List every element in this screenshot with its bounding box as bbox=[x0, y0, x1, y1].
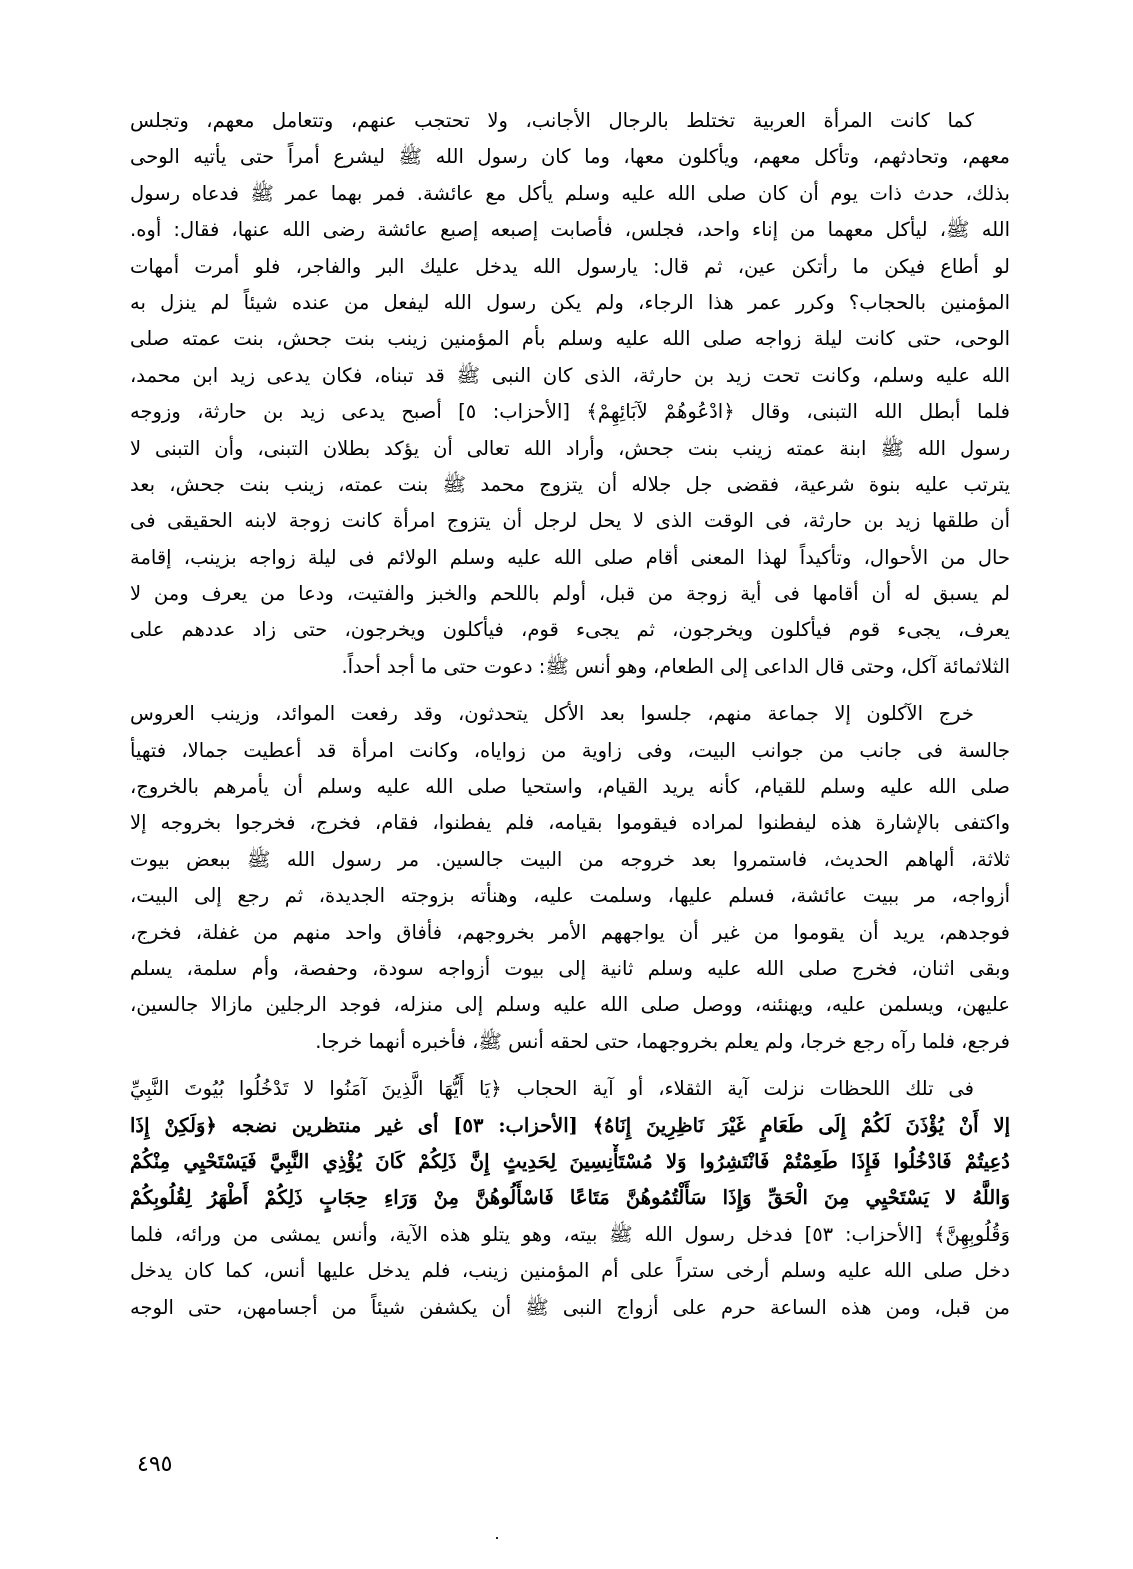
text-line: لو أطاع فيكن ما رأتكن عين، ثم قال: يارسول الله يدخل عليك البر والفاجر، فلو أمرت أمهات bbox=[130, 254, 1010, 278]
text-line: فرجع، فلما رآه رجع خرجا، ولم يعلم بخروجهما، حتى لحقه أنس ﷺ، فأخبره أنهما خرجا. bbox=[315, 1029, 1010, 1053]
text-line: واكتفى بالإشارة هذه ليفطنوا لمراده فيقوموا بقيامه، فلم يفطنوا، فقام، فخرج، فخرجوا بخروجه إلا bbox=[130, 811, 1010, 835]
text-line: ثلاثة، ألهاهم الحديث، فاستمروا بعد خروجه من البيت جالسين. مر رسول الله ﷺ ببعض بيوت bbox=[130, 847, 1010, 871]
text-line: جالسة فى جانب من جوانب البيت، وفى زاوية من زواياه، وكانت امرأة قد أعطيت جمالا، فتهيأ bbox=[130, 738, 1010, 762]
text-line: يترتب عليه بنوة شرعية، فقضى جل جلاله أن يتزوج محمد ﷺ بنت عمته، زينب بنت جحش، بعد bbox=[130, 472, 1010, 496]
text-line: الله ﷺ، ليأكل معهما من إناء واحد، فجلس، فأصابت إصبعه إصبع عائشة رضى الله عنها، فقال: أوه. bbox=[130, 218, 1010, 242]
text-line: حال من الأحوال، وتأكيداً لهذا المعنى أقام صلى الله عليه وسلم الولائم فى ليلة زواجه بزينب، إقامة bbox=[130, 545, 1010, 569]
document-page bbox=[130, 103, 1010, 1326]
text-line: الثلاثمائة آكل، وحتى قال الداعى إلى الطعام، وهو أنس ﷺ: دعوت حتى ما أجد أحداً. bbox=[341, 654, 1010, 678]
text-line: صلى الله عليه وسلم للقيام، كأنه يريد القيام، واستحيا صلى الله عليه وسلم أن يأمرهم بالخروج، bbox=[130, 775, 1010, 799]
text-line: يعرف، يجىء قوم فيأكلون ويخرجون، ثم يجىء قوم، فيأكلون ويخرجون، حتى زاد عددهم على bbox=[130, 618, 1010, 642]
text-line: وبقى اثنان، فخرج صلى الله عليه وسلم ثانية إلى بيوت أزواجه سودة، وحفصة، وأم سلمة، يسلم bbox=[130, 956, 1010, 980]
scan-speck bbox=[496, 1537, 498, 1539]
text-line-with-quran-citation: فى تلك اللحظات نزلت آية الثقلاء، أو آية الحجاب ﴿يَا أَيُّهَا الَّذِينَ آمَنُوا لا تَدْخُلُوا بُيُوتَ النَّبِيِّ bbox=[130, 1077, 974, 1101]
quran-verse-line: إلا أَنْ يُؤْذَنَ لَكُمْ إِلَى طَعَامٍ غَيْرَ نَاظِرِينَ إِنَاهُ﴾ [الأحزاب: ٥٣] أى غير منتظرين نضجه ﴿وَلَكِنْ إِذَا bbox=[130, 1113, 1010, 1137]
paragraph-2 bbox=[130, 696, 1010, 1060]
text-line-with-quran-citation: فلما أبطل الله التبنى، وقال ﴿ادْعُوهُمْ لآبَائِهِمْ﴾ [الأحزاب: ٥] أصبح يدعى زيد بن حارثة، وزوجه bbox=[130, 400, 1010, 424]
text-line: رسول الله ﷺ ابنة عمته زينب بنت جحش، وأراد الله تعالى أن يؤكد بطلان التبنى، وأن التبنى لا bbox=[130, 436, 1010, 460]
quran-verse-line: وَاللَّهُ لا يَسْتَحْيِي مِنَ الْحَقِّ وَإِذَا سَأَلْتُمُوهُنَّ مَتَاعًا فَاسْأَلُوهُنَّ مِنْ وَرَاءِ حِجَابٍ ذَلِكُمْ أَطْهَرُ لِقُلُوبِكُمْ bbox=[130, 1186, 1010, 1210]
text-line: المؤمنين بالحجاب؟ وكرر عمر هذا الرجاء، ولم يكن رسول الله ليفعل من عنده شيئاً لم ينزل به bbox=[130, 290, 1010, 314]
text-line: معهم، وتحادثهم، وتأكل معهم، ويأكلون معها، وما كان رسول الله ﷺ ليشرع أمراً حتى يأتيه الوحى bbox=[130, 145, 1010, 169]
text-line: فوجدهم، يريد أن يقوموا من غير أن يواجههم الأمر بخروجهم، فأفاق واحد منهم من غفلة، فخرج، bbox=[130, 920, 1010, 944]
text-line: كما كانت المرأة العربية تختلط بالرجال الأجانب، ولا تحتجب عنهم، وتتعامل معهم، وتجلس bbox=[130, 109, 974, 132]
paragraph-1 bbox=[130, 103, 1010, 685]
text-line: الله عليه وسلم، وكانت تحت زيد بن حارثة، الذى كان النبى ﷺ قد تبناه، فكان يدعى زيد ابن محمد، bbox=[130, 363, 1010, 387]
text-line: لم يسبق له أن أقامها فى أية زوجة من قبل، أولم باللحم والخبز والفتيت، ودعا من يعرف ومن لا bbox=[130, 582, 1010, 606]
page-number: ٤٩٥ bbox=[137, 1452, 173, 1477]
text-line: من قبل، ومن هذه الساعة حرم على أزواج النبى ﷺ أن يكشفن شيئاً من أجسامهن، حتى الوجه bbox=[130, 1295, 1010, 1319]
text-line: أن طلقها زيد بن حارثة، فى الوقت الذى لا يحل لرجل أن يتزوج امرأة كانت زوجة لابنه الحقيقى فى bbox=[130, 509, 1010, 533]
text-line: دخل صلى الله عليه وسلم أرخى ستراً على أم المؤمنين زينب، فلم يدخل عليها أنس، كما كان يدخل bbox=[130, 1259, 1010, 1283]
quran-verse-line: دُعِيتُمْ فَادْخُلُوا فَإِذَا طَعِمْتُمْ فَانْتَشِرُوا وَلا مُسْتَأْنِسِينَ لِحَدِيثٍ إِنَّ ذَلِكُمْ كَانَ يُؤْذِي النَّبِيَّ فَيَسْتَحْيِي مِنْكُمْ bbox=[130, 1149, 1010, 1173]
text-line: عليهن، ويسلمن عليه، ويهنئنه، ووصل صلى الله عليه وسلم إلى منزله، فوجد الرجلين مازالا جالسين، bbox=[130, 993, 1010, 1017]
text-line-with-quran-citation: وَقُلُوبِهِنَّ﴾ [الأحزاب: ٥٣] فدخل رسول الله ﷺ بيته، وهو يتلو هذه الآية، وأنس يمشى من ورائه، فلما bbox=[130, 1222, 1010, 1246]
text-line: الوحى، حتى كانت ليلة زواجه صلى الله عليه وسلم بأم المؤمنين زينب بنت جحش، بنت عمته صلى bbox=[130, 327, 1010, 351]
text-line: بذلك، حدث ذات يوم أن كان صلى الله عليه وسلم يأكل مع عائشة. فمر بهما عمر ﷺ فدعاه رسول bbox=[130, 181, 1010, 205]
paragraph-3 bbox=[130, 1071, 1010, 1326]
text-line: أزواجه، مر ببيت عائشة، فسلم عليها، وسلمت عليه، وهنأته بزوجته الجديدة، ثم رجع إلى البيت، bbox=[130, 884, 1010, 908]
text-line: خرج الآكلون إلا جماعة منهم، جلسوا بعد الأكل يتحدثون، وقد رفعت الموائد، وزينب العروس bbox=[130, 702, 974, 726]
